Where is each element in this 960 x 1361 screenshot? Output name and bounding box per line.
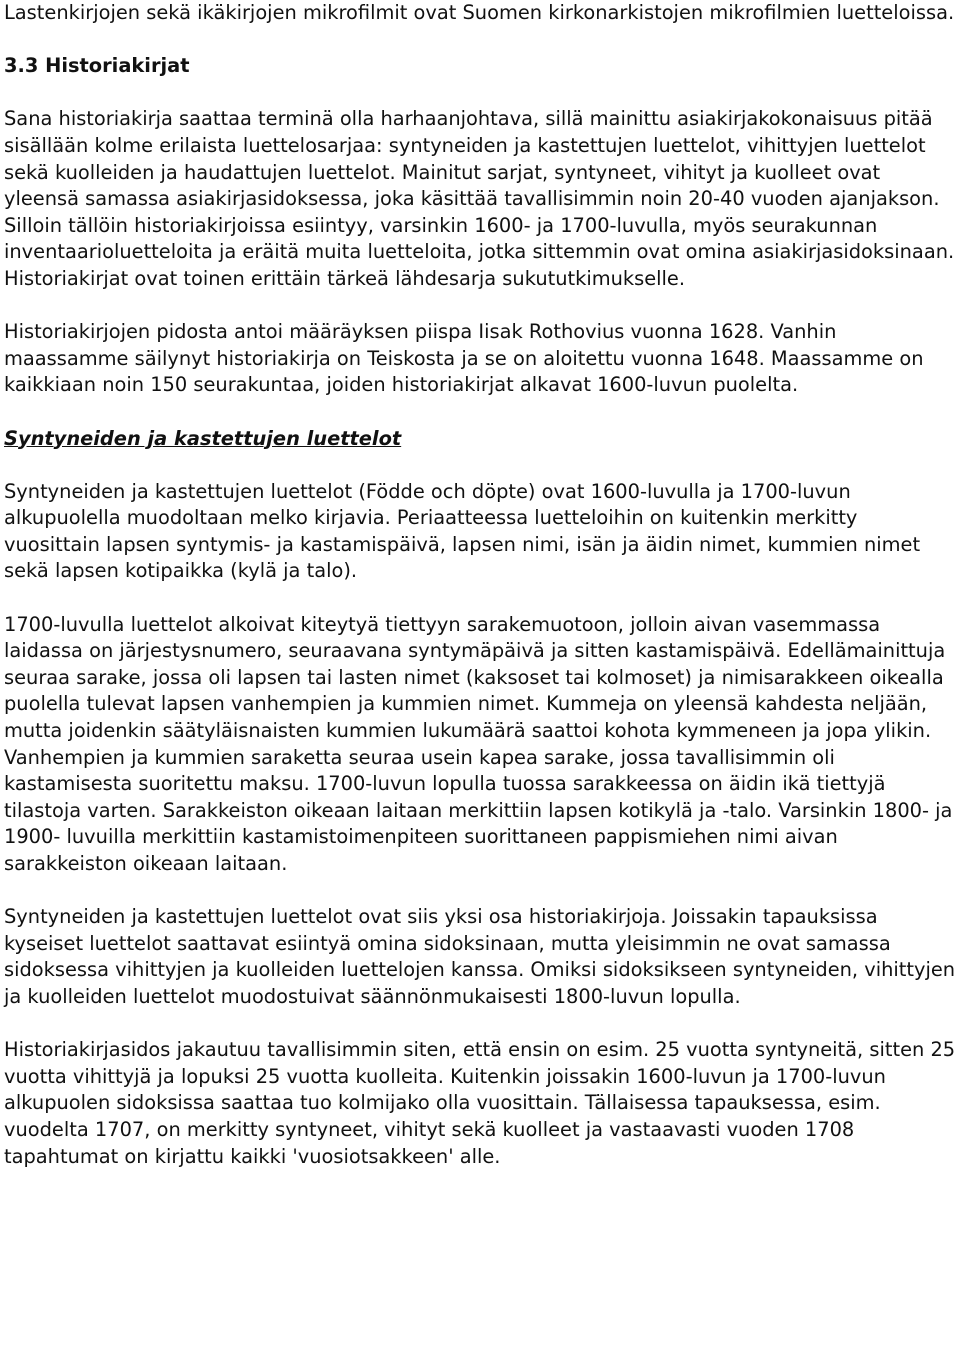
sub-paragraph: 1700-luvulla luettelot alkoivat kiteytyä tiettyyn sarakemuotoon, jolloin aivan vasemmassa laidassa on järjestysnumero, seuraavana syntymäpäivä ja sitten kastamispäivä. Edellämainittuja seuraa sarake, jossa oli lapsen tai lasten nimet (kaksoset tai kolmoset) ja nimisarakkeen oikealla puolella tulevat lapsen vanhempien ja kummien nimet. Kummeja on yleensä kahdesta neljään, mutta joidenkin säätyläisnaisten kummien lukumäärä saattoi kohota kymmeneen ja jopa ylikin. Vanhempien ja kummien saraketta seuraa usein kapea sarake, jossa tavallisimmin oli kastamisesta suoritettu maksu. 1700-luvun lopulla tuossa sarakkeessa on äidin ikä tiettyjä tilastoja varten. Sarakkeiston oikeaan laitaan merkittiin lapsen kotikylä ja -talo. Varsinkin 1800- ja 1900- luvuilla merkittiin kastamistoimenpiteen suorittaneen pappismiehen nimi aivan sarakkeiston oikeaan laitaan. — [4, 612, 953, 875]
intro-paragraph: Lastenkirjojen sekä ikäkirjojen mikrofilmit ovat Suomen kirkonarkistojen mikrofilmien luetteloissa. — [4, 1, 955, 24]
subheading: Syntyneiden ja kastettujen luettelot — [4, 426, 402, 450]
spacer — [4, 80, 956, 107]
spacer — [4, 452, 956, 479]
paragraph: Sana historiakirja saattaa terminä olla harhaanjohtava, sillä mainittu asiakirjakokonaisuus pitää sisällään kolme erilaista luettelosarjaa: syntyneiden ja kastettujen luettelot, vihittyjen luettelot sekä kuolleiden ja haudattujen luettelot. Mainitut sarjat, syntyneet, vihityt ja kuolleet ovat yleensä samassa asiakirjasidoksessa, joka käsittää tavallisimmin noin 20-40 vuoden ajanjakson. Silloin tällöin historiakirjoissa esiintyy, varsinkin 1600- ja 1700-luvulla, myös seurakunnan inventaarioluetteloita ja eräitä muita luetteloita, jotka sittemmin ovat omina asiakirjasidoksinaan. Historiakirjat ovat toinen erittäin tärkeä lähdesarja sukututkimukselle. — [4, 107, 955, 290]
paragraph: Historiakirjojen pidosta antoi määräyksen piispa Iisak Rothovius vuonna 1628. Vanhin maassamme säilynyt historiakirja on Teiskosta ja se on aloitettu vuonna 1648. Maassamme on kaikkiaan noin 150 seurakuntaa, joiden historiakirjat alkavat 1600-luvun puolelta. — [4, 320, 924, 397]
spacer — [4, 293, 956, 320]
sub-paragraph: Syntyneiden ja kastettujen luettelot (Födde och döpte) ovat 1600-luvulla ja 1700-luvun alkupuolella muodoltaan melko kirjavia. Periaatteessa luetteloihin on kuitenkin merkitty vuosittain lapsen syntymis- ja kastamispäivä, lapsen nimi, isän ja äidin nimet, kummien nimet sekä lapsen kotipaikka (kylä ja talo). — [4, 479, 921, 583]
document-page — [4, 0, 956, 1170]
section-heading: 3.3 Historiakirjat — [4, 54, 190, 78]
spacer — [4, 27, 956, 54]
spacer — [4, 399, 956, 426]
spacer — [4, 1011, 956, 1038]
spacer — [4, 878, 956, 905]
spacer — [4, 585, 956, 612]
sub-paragraph: Syntyneiden ja kastettujen luettelot ovat siis yksi osa historiakirjoja. Joissakin tapauksissa kyseiset luettelot saattavat esiintyä omina sidoksinaan, mutta yleisimmin ne ovat samassa sidoksessa vihittyjen ja kuolleiden luettelojen kanssa. Omiksi sidoksikseen syntyneiden, vihittyjen ja kuolleiden luettelot muodostuivat säännönmukaisesti 1800-luvun lopulla. — [4, 905, 956, 1008]
sub-paragraph: Historiakirjasidos jakautuu tavallisimmin siten, että ensin on esim. 25 vuotta syntyneitä, sitten 25 vuotta vihittyjä ja lopuksi 25 vuotta kuolleita. Kuitenkin joissakin 1600-luvun ja 1700-luvun alkupuolen sidoksissa saattaa tuo kolmijako olla vuosittain. Tällaisessa tapauksessa, esim. vuodelta 1707, on merkitty syntyneet, vihityt sekä kuolleet ja vastaavasti vuoden 1708 tapahtumat on kirjattu kaikki 'vuosiotsakkeen' alle. — [4, 1038, 956, 1168]
